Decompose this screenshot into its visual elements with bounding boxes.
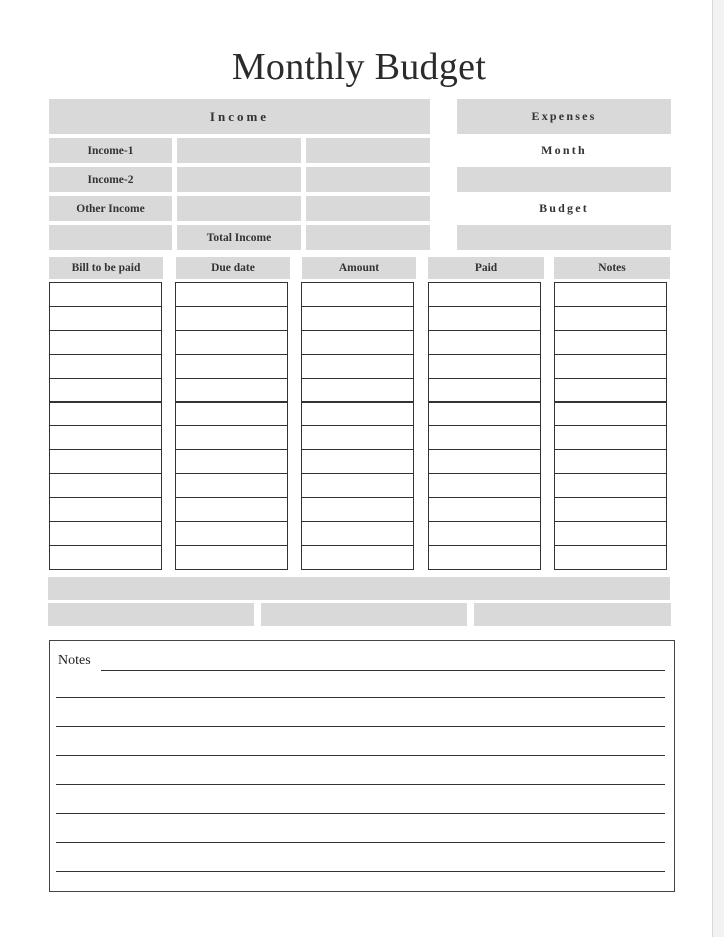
table-cell[interactable] — [49, 354, 162, 379]
table-cell[interactable] — [175, 545, 288, 570]
table-cell[interactable] — [301, 306, 414, 331]
column-header-due-date: Due date — [176, 257, 290, 279]
table-cell[interactable] — [49, 521, 162, 546]
notes-line[interactable] — [101, 670, 665, 671]
month-label: Month — [541, 143, 587, 157]
summary-cell-middle[interactable] — [261, 603, 467, 626]
summary-cell-right[interactable] — [474, 603, 671, 626]
table-cell[interactable] — [428, 425, 541, 450]
table-cell[interactable] — [554, 306, 667, 331]
table-cell[interactable] — [301, 282, 414, 307]
table-cell[interactable] — [554, 354, 667, 379]
table-cell[interactable] — [175, 473, 288, 498]
page-edge — [712, 0, 724, 937]
notes-line[interactable] — [56, 697, 665, 698]
table-cell[interactable] — [428, 497, 541, 522]
table-cell[interactable] — [301, 521, 414, 546]
table-cell[interactable] — [175, 306, 288, 331]
table-cell[interactable] — [554, 473, 667, 498]
table-cell[interactable] — [301, 330, 414, 355]
table-cell[interactable] — [49, 425, 162, 450]
column-header-bill: Bill to be paid — [49, 257, 163, 279]
other-income-value-field[interactable] — [177, 196, 301, 221]
table-cell[interactable] — [554, 330, 667, 355]
table-cell[interactable] — [49, 473, 162, 498]
table-cell[interactable] — [554, 497, 667, 522]
total-income-blank-field — [49, 225, 172, 250]
table-cell[interactable] — [554, 282, 667, 307]
budget-value-field[interactable] — [457, 225, 671, 250]
column-header-amount: Amount — [302, 257, 416, 279]
table-cell[interactable] — [301, 545, 414, 570]
table-cell[interactable] — [554, 521, 667, 546]
table-cell[interactable] — [554, 378, 667, 403]
page-title: Monthly Budget — [231, 46, 487, 88]
table-cell[interactable] — [49, 378, 162, 403]
table-cell[interactable] — [554, 425, 667, 450]
table-cell[interactable] — [301, 378, 414, 403]
income-1-extra-field[interactable] — [306, 138, 430, 163]
table-cell[interactable] — [49, 497, 162, 522]
table-cell[interactable] — [49, 282, 162, 307]
other-income-label: Other Income — [49, 196, 172, 221]
income-1-label: Income-1 — [49, 138, 172, 163]
table-cell[interactable] — [175, 330, 288, 355]
other-income-extra-field[interactable] — [306, 196, 430, 221]
table-cell[interactable] — [428, 378, 541, 403]
notes-box — [49, 640, 675, 892]
table-cell[interactable] — [428, 545, 541, 570]
notes-line[interactable] — [56, 813, 665, 814]
total-income-value-field[interactable] — [306, 225, 430, 250]
income-2-extra-field[interactable] — [306, 167, 430, 192]
table-cell[interactable] — [428, 402, 541, 427]
expenses-header: Expenses — [457, 99, 671, 134]
month-value-field[interactable] — [457, 167, 671, 192]
table-cell[interactable] — [301, 354, 414, 379]
summary-cell-left[interactable] — [48, 603, 254, 626]
table-cell[interactable] — [175, 425, 288, 450]
table-cell[interactable] — [49, 545, 162, 570]
table-cell[interactable] — [175, 497, 288, 522]
table-cell[interactable] — [175, 354, 288, 379]
table-cell[interactable] — [554, 545, 667, 570]
table-cell[interactable] — [428, 521, 541, 546]
table-cell[interactable] — [175, 282, 288, 307]
table-cell[interactable] — [554, 449, 667, 474]
income-2-label: Income-2 — [49, 167, 172, 192]
notes-line[interactable] — [56, 726, 665, 727]
table-cell[interactable] — [49, 402, 162, 427]
table-cell[interactable] — [428, 330, 541, 355]
table-cell[interactable] — [49, 306, 162, 331]
total-income-label: Total Income — [177, 225, 301, 250]
table-cell[interactable] — [49, 330, 162, 355]
notes-line[interactable] — [56, 755, 665, 756]
table-cell[interactable] — [554, 402, 667, 427]
income-1-value-field[interactable] — [177, 138, 301, 163]
table-cell[interactable] — [428, 306, 541, 331]
table-cell[interactable] — [175, 521, 288, 546]
notes-line[interactable] — [56, 784, 665, 785]
summary-total-bar[interactable] — [48, 577, 670, 600]
table-cell[interactable] — [175, 449, 288, 474]
table-cell[interactable] — [301, 473, 414, 498]
column-header-notes: Notes — [554, 257, 670, 279]
notes-line[interactable] — [56, 842, 665, 843]
table-cell[interactable] — [301, 425, 414, 450]
notes-label: Notes — [58, 653, 91, 668]
budget-label: Budget — [539, 201, 589, 215]
table-cell[interactable] — [428, 354, 541, 379]
income-2-value-field[interactable] — [177, 167, 301, 192]
table-cell[interactable] — [49, 449, 162, 474]
income-header: Income — [49, 99, 430, 134]
table-cell[interactable] — [175, 378, 288, 403]
table-cell[interactable] — [301, 402, 414, 427]
table-cell[interactable] — [301, 497, 414, 522]
table-cell[interactable] — [175, 402, 288, 427]
table-cell[interactable] — [301, 449, 414, 474]
table-cell[interactable] — [428, 449, 541, 474]
notes-line[interactable] — [56, 871, 665, 872]
table-cell[interactable] — [428, 473, 541, 498]
table-cell[interactable] — [428, 282, 541, 307]
column-header-paid: Paid — [428, 257, 544, 279]
